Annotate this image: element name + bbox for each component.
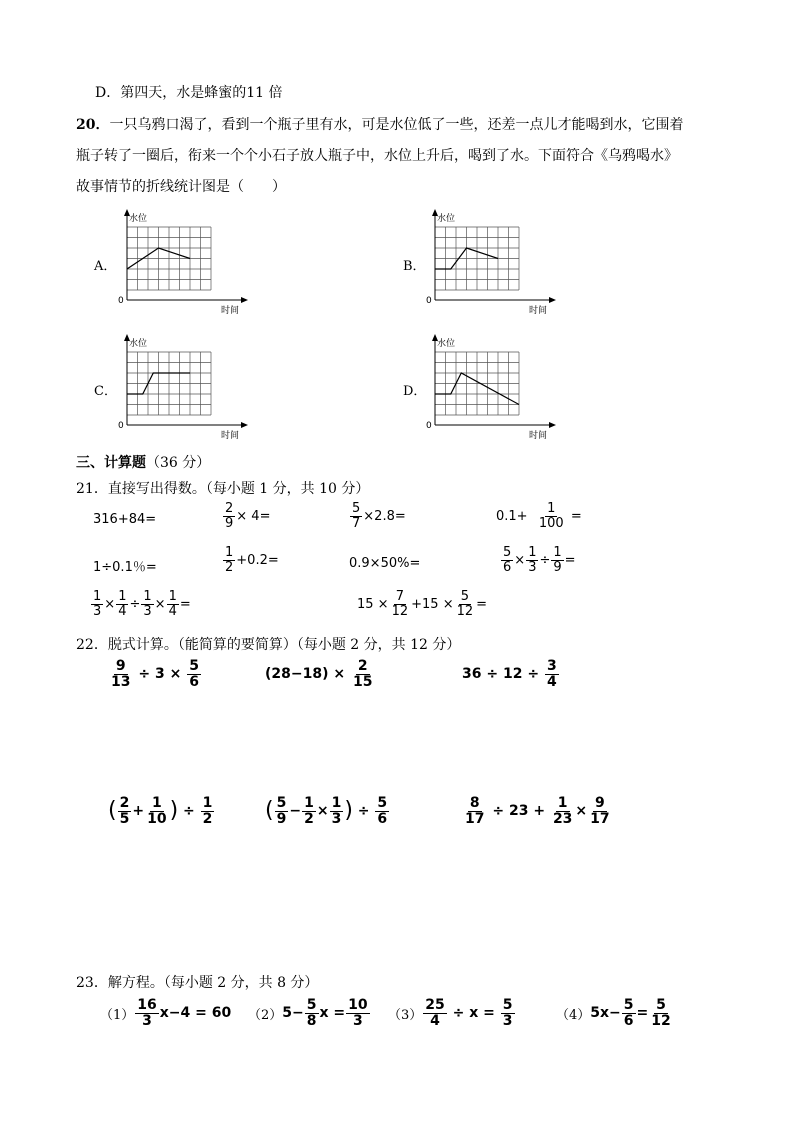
- chart-grid: [435, 227, 519, 290]
- q20-line3: 故事情节的折线统计图是（ ）: [76, 179, 286, 195]
- q22-f: $\frac{8}{17}$ ÷ 23 + $\frac{1}{23}$ × $\frac{9}{17}$: [465, 795, 610, 827]
- chart-grid: [127, 352, 211, 415]
- q21-h: $\frac{5}{6}$ × $\frac{1}{3}$ ÷ $\frac{1}{9}$ =: [503, 545, 576, 575]
- q21-f: $\frac{1}{2}$ +0.2=: [225, 545, 279, 575]
- q20-number: 20．: [76, 117, 110, 133]
- option-b-label[interactable]: B．: [403, 259, 426, 274]
- q21-e: 1÷0.1％=: [93, 560, 157, 575]
- origin-label: 0: [118, 296, 124, 306]
- option-a-label[interactable]: A．: [94, 259, 117, 274]
- q21-c: $\frac{5}{7}$ ×2.8=: [352, 501, 406, 531]
- q22-a: $\frac{9}{13}$ ÷ 3 × $\frac{5}{6}$: [111, 658, 199, 690]
- option-d-label[interactable]: D．: [403, 384, 427, 399]
- x-axis-arrow: [549, 297, 556, 303]
- chart-option-d: [420, 330, 560, 445]
- x-axis-label: 时间: [221, 306, 240, 316]
- chart-option-b: [420, 205, 560, 320]
- chart-option-c: [112, 330, 252, 445]
- y-axis-label: 水位: [437, 214, 456, 224]
- y-axis-label: 水位: [129, 214, 148, 224]
- x-axis-label: 时间: [221, 431, 240, 441]
- origin-label: 0: [426, 421, 432, 431]
- chart-option-a: [112, 205, 252, 320]
- q22-e: ( $\frac{5}{9}$ − $\frac{1}{2}$ × $\frac{1}{3}$ ) ÷ $\frac{5}{6}$: [265, 795, 388, 827]
- q23-heading: 23．解方程。（每小题 2 分，共 8 分）: [76, 975, 319, 991]
- x-axis-arrow: [241, 422, 248, 428]
- q23-b: （2） 5− $\frac{5}{8}$ x = $\frac{10}{3}$: [248, 997, 368, 1029]
- q21-d: 0.1+ $\frac{1}{100}$ =: [496, 501, 582, 531]
- q23-c: （3） $\frac{25}{4}$ ÷ x = $\frac{5}{3}$: [388, 997, 513, 1029]
- x-axis-label: 时间: [529, 431, 548, 441]
- q23-a: （1） $\frac{16}{3}$ x−4 = 60: [100, 997, 232, 1029]
- q20-line2: 瓶子转了一圈后，衔来一个个小石子放人瓶子中，水位上升后，喝到了水。下面符合《乌鸦喝水》: [76, 148, 678, 164]
- q22-heading: 22．脱式计算。（能简算的要简算）（每小题 2 分，共 12 分）: [76, 637, 461, 653]
- x-axis-arrow: [241, 297, 248, 303]
- q22-d: ( $\frac{2}{5}$ + $\frac{1}{10}$ ) ÷ $\frac{1}{2}$: [108, 795, 213, 827]
- q21-b: $\frac{2}{9}$ × 4=: [225, 501, 271, 531]
- q21-heading: 21．直接写出得数。（每小题 1 分，共 10 分）: [76, 481, 370, 497]
- q19-option-d: D．第四天，水是蜂蜜的11 倍: [95, 85, 283, 101]
- q21-j: 15 × $\frac{7}{12}$ +15 × $\frac{5}{12}$ =: [357, 589, 488, 619]
- y-axis-label: 水位: [129, 339, 148, 349]
- option-c-label[interactable]: C．: [94, 384, 117, 399]
- x-axis-label: 时间: [529, 306, 548, 316]
- y-axis-label: 水位: [437, 339, 456, 349]
- q21-a: 316+84=: [93, 512, 157, 527]
- origin-label: 0: [426, 296, 432, 306]
- q20-line1: 20．一只乌鸦口渴了，看到一个瓶子里有水，可是水位低了一些，还差一点儿才能喝到水，它围着: [76, 117, 684, 133]
- q23-d: （4） 5x− $\frac{5}{6}$ = $\frac{5}{12}$: [556, 997, 671, 1029]
- q21-i: $\frac{1}{3}$ × $\frac{1}{4}$ ÷ $\frac{1}{3}$ × $\frac{1}{4}$ =: [93, 589, 191, 619]
- chart-grid: [127, 227, 211, 290]
- q22-b: (28−18) × $\frac{2}{15}$: [265, 658, 373, 690]
- section-3-title: 三、计算题（36 分）: [76, 455, 211, 471]
- origin-label: 0: [118, 421, 124, 431]
- q21-g: 0.9×50%=: [349, 556, 421, 571]
- x-axis-arrow: [549, 422, 556, 428]
- q22-c: 36 ÷ 12 ÷ $\frac{3}{4}$: [462, 658, 557, 690]
- chart-grid: [435, 352, 519, 415]
